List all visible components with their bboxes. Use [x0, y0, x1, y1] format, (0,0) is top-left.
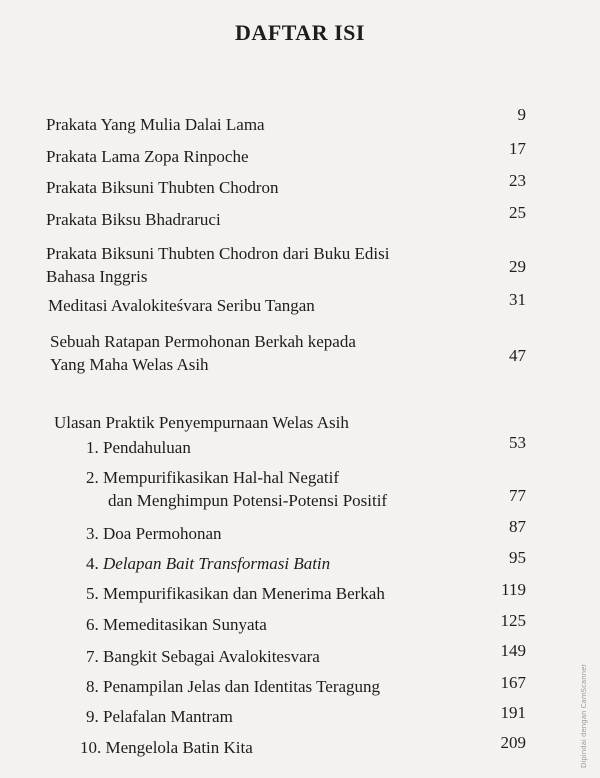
entry-text-line: dan Menghimpun Potensi-Potensi Positif	[108, 491, 388, 510]
toc-entry	[46, 176, 278, 199]
entry-text: Prakata Yang Mulia Dalai Lama	[46, 115, 265, 134]
entry-text: Prakata Biksuni Thubten Chodron	[46, 178, 279, 197]
entry-text: 6. Memeditasikan Sunyata	[86, 615, 267, 634]
entry-text-line: Bahasa Inggris	[46, 267, 148, 286]
toc-entry	[86, 436, 191, 459]
toc-entry	[86, 675, 380, 698]
page-number: 17	[509, 139, 526, 158]
page-title: DAFTAR ISI	[235, 20, 365, 45]
toc-entry	[48, 294, 315, 317]
toc-entry	[86, 613, 267, 636]
page-number: 9	[517, 105, 526, 124]
toc-entry	[46, 208, 221, 231]
toc-entry	[46, 113, 265, 136]
page-number: 53	[509, 433, 526, 452]
page-number: 125	[500, 611, 526, 630]
entry-text: Delapan Bait Transformasi Batin	[103, 554, 331, 573]
page-number: 95	[509, 548, 526, 567]
page-number: 23	[509, 171, 526, 190]
toc-entry	[86, 582, 385, 605]
toc-entry	[86, 552, 330, 575]
scanner-watermark	[578, 660, 592, 770]
entry-text: 3. Doa Permohonan	[86, 524, 222, 543]
page-number: 87	[509, 517, 526, 536]
entry-text: 5. Mempurifikasikan dan Menerima Berkah	[86, 584, 385, 603]
entry-text: 7. Bangkit Sebagai Avalokitesvara	[86, 647, 320, 666]
entry-text-line: Yang Maha Welas Asih	[50, 355, 209, 374]
page-number: 209	[500, 733, 526, 752]
page-number: 29	[509, 257, 526, 276]
toc-entry	[50, 330, 356, 376]
toc-entry	[86, 466, 387, 512]
entry-text: 9. Pelafalan Mantram	[86, 707, 233, 726]
toc-entry	[86, 705, 233, 728]
page-number: 191	[500, 703, 526, 722]
entry-text-line: 2. Mempurifikasikan Hal-hal Negatif	[86, 468, 340, 487]
entry-text-line: Sebuah Ratapan Permohonan Berkah kepada	[50, 332, 356, 351]
toc-entry	[80, 736, 253, 759]
entry-text: 8. Penampilan Jelas dan Identitas Teragung	[86, 677, 381, 696]
page-number: 167	[500, 673, 526, 692]
page-number: 47	[509, 346, 526, 365]
entry-text: 1. Pendahuluan	[86, 438, 191, 457]
page-number: 149	[500, 641, 526, 660]
page-number: 31	[509, 290, 526, 309]
entry-text: Prakata Biksu Bhadraruci	[46, 210, 221, 229]
entry-text: Meditasi Avalokiteśvara Seribu Tangan	[48, 296, 315, 315]
toc-entry	[46, 242, 389, 288]
page-number: 119	[501, 580, 526, 599]
page-number: 77	[509, 486, 526, 505]
entry-text-line: Prakata Biksuni Thubten Chodron dari Buku Edisi	[46, 244, 390, 263]
entry-text: Prakata Lama Zopa Rinpoche	[46, 147, 249, 166]
toc-entry	[46, 145, 249, 168]
toc-entry	[86, 522, 222, 545]
page-number: 25	[509, 203, 526, 222]
section-heading: Ulasan Praktik Penyempurnaan Welas Asih	[54, 413, 349, 432]
entry-text: 10. Mengelola Batin Kita	[80, 738, 253, 757]
toc-entry	[86, 645, 320, 668]
watermark-text: Dipindai dengan CamScanner	[580, 663, 588, 768]
entry-prefix: 4.	[86, 554, 103, 573]
